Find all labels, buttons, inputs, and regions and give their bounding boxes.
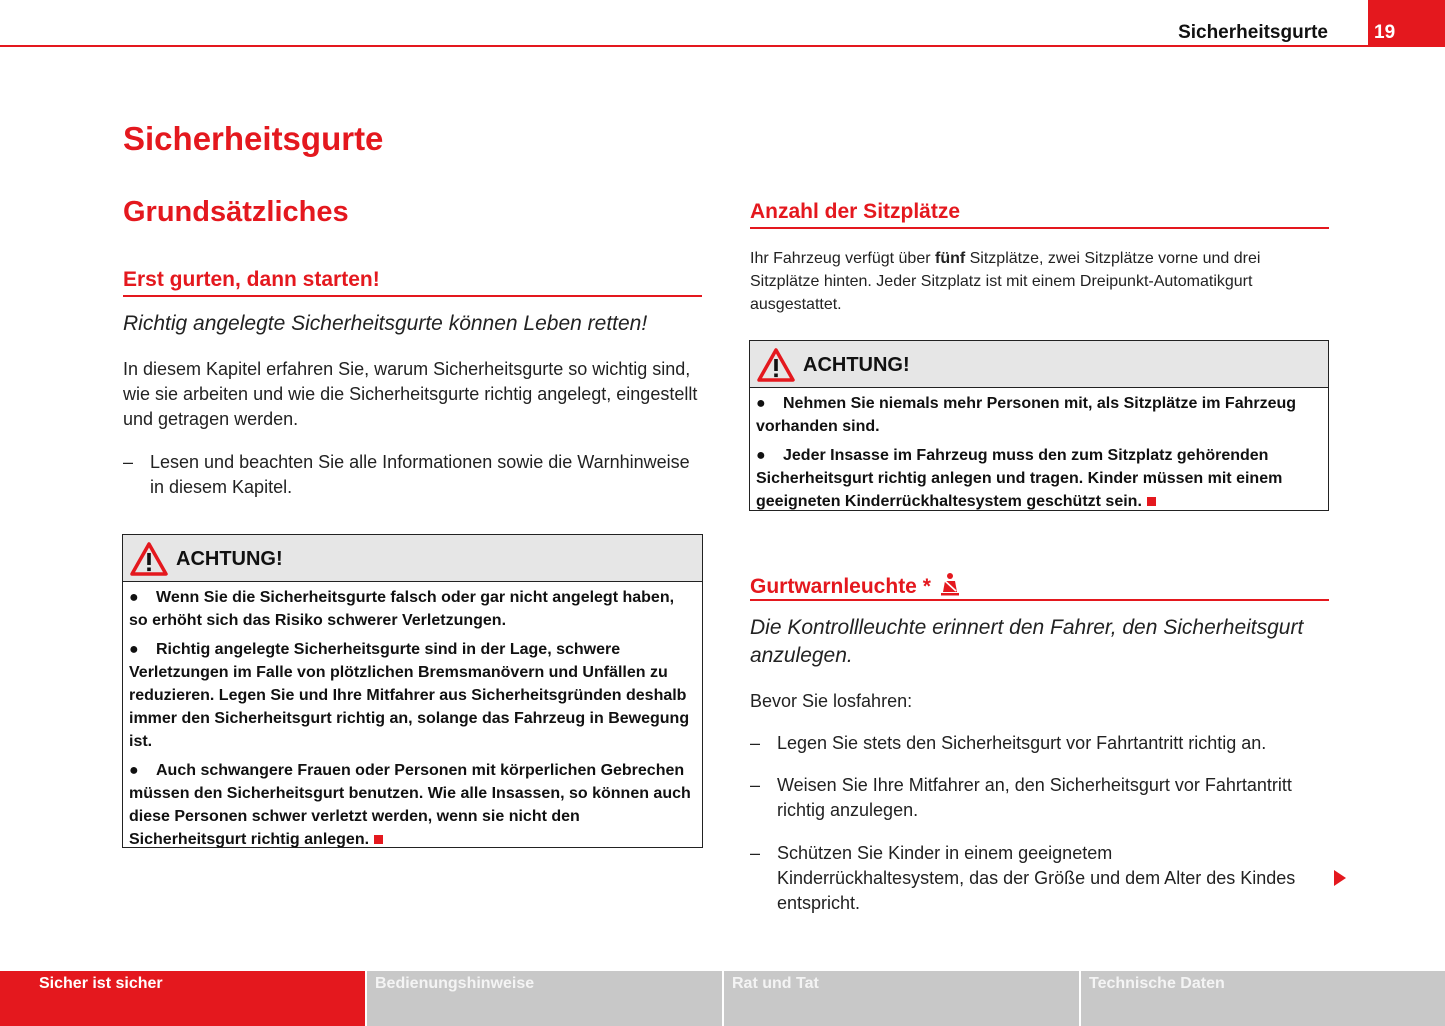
warning-item-text: Wenn Sie die Sicherheitsgurte falsch oder gar nicht angelegt haben, so erhöht sich das Risiko schwerer Verletzungen.	[129, 589, 675, 629]
dash-marker: –	[750, 843, 761, 863]
subsection-rule	[123, 295, 702, 297]
subsection-title-gurtwarnleuchte	[750, 572, 961, 599]
warning-triangle-icon	[129, 541, 169, 577]
before-driving: Bevor Sie losfahren:	[750, 691, 913, 711]
warning-header	[123, 535, 702, 582]
dash-marker: –	[750, 733, 761, 753]
warning-item	[756, 444, 1322, 513]
bullet-icon: ●	[756, 447, 766, 464]
left-intro: In diesem Kapitel erfahren Sie, warum Sicherheitsgurte so wichtig sind, wie sie arbeiten und wie die Sicherheitsgurte richtig angelegt, eingestellt und getragen werden.	[123, 359, 698, 429]
header-rule	[0, 45, 1368, 47]
subsection-rule	[750, 599, 1329, 601]
end-marker-icon	[374, 835, 383, 844]
warning-box-right	[749, 340, 1329, 511]
seatbelt-warning-icon	[939, 572, 961, 596]
warning-item	[129, 586, 696, 632]
belt-title-text: Gurtwarnleuchte *	[750, 575, 931, 598]
seats-text-post: Sitzplätze, zwei Sitzplätze vorne und drei Sitzplätze hinten. Jeder Sitzplatz ist mit einem Dreipunkt-Automatikgurt ausgestattet.	[750, 250, 1261, 313]
chapter-title: Sicherheitsgurte	[123, 120, 384, 157]
warning-title: ACHTUNG!	[803, 354, 910, 376]
left-instruction	[123, 450, 693, 500]
warning-body	[750, 388, 1328, 513]
left-instruction-text: Lesen und beachten Sie alle Informationen sowie die Warnhinweise in diesem Kapitel.	[150, 452, 690, 497]
step-item	[750, 841, 1298, 916]
warning-item	[756, 392, 1322, 438]
tab-rat-und-tat[interactable]: Rat und Tat	[724, 971, 1079, 1026]
dash-marker: –	[750, 775, 761, 795]
left-lead: Richtig angelegte Sicherheitsgurte können Leben retten!	[123, 312, 648, 335]
warning-body	[123, 582, 702, 851]
continue-arrow-icon[interactable]	[1333, 869, 1347, 887]
seats-text	[750, 247, 1330, 316]
bullet-icon: ●	[129, 762, 139, 779]
step-text: Weisen Sie Ihre Mitfahrer an, den Sicherheitsgurt vor Fahrtantritt richtig anzulegen.	[777, 775, 1292, 820]
subsection-title-gurten: Erst gurten, dann starten!	[123, 268, 380, 291]
warning-triangle-icon	[756, 347, 796, 383]
warning-item-text: Richtig angelegte Sicherheitsgurte sind in der Lage, schwere Verletzungen im Falle von plötzlichen Bremsmanövern und Unfällen zu reduzieren. Legen Sie und Ihre Mitfahrer aus Sicherheitsgründen deshalb immer den Sicherheitsgurt richtig an, solange das Fahrzeug in Bewegung ist.	[129, 641, 690, 750]
warning-box-left	[122, 534, 703, 848]
step-text: Legen Sie stets den Sicherheitsgurt vor Fahrtantritt richtig an.	[777, 733, 1267, 753]
step-text: Schützen Sie Kinder in einem geeignetem Kinderrückhaltesystem, das der Größe und dem Alter des Kindes entspricht.	[777, 843, 1296, 913]
warning-item-text: Jeder Insasse im Fahrzeug muss den zum Sitzplatz gehörenden Sicherheitsgurt richtig anlegen und tragen. Kinder müssen mit einem geeigneten Kinderrückhaltesystem geschützt sein.	[756, 447, 1283, 510]
end-marker-icon	[1147, 497, 1156, 506]
warning-header	[750, 341, 1328, 388]
warning-item	[129, 759, 696, 851]
tab-sicher-ist-sicher[interactable]: Sicher ist sicher	[0, 971, 365, 1026]
step-item	[750, 773, 1330, 823]
subsection-rule	[750, 227, 1329, 229]
tab-technische-daten[interactable]: Technische Daten	[1081, 971, 1445, 1026]
dash-marker: –	[123, 452, 134, 472]
subsection-title-sitzplaetze: Anzahl der Sitzplätze	[750, 200, 961, 223]
step-item	[750, 731, 1330, 756]
warning-title: ACHTUNG!	[176, 548, 283, 570]
bullet-icon: ●	[129, 589, 139, 606]
seats-text-bold: fünf	[934, 250, 966, 267]
belt-lead: Die Kontrollleuchte erinnert den Fahrer, den Sicherheitsgurt anzulegen.	[750, 616, 1304, 667]
section-title: Grundsätzliches	[123, 196, 349, 228]
warning-item	[129, 638, 696, 753]
header-section-title: Sicherheitsgurte	[1178, 22, 1328, 43]
warning-item-text: Auch schwangere Frauen oder Personen mit körperlichen Gebrechen müssen den Sicherheitsgurt benutzen. Wie alle Insassen, so können auch diese Personen schwer verletzt werden, wenn sie nicht den Sicherheitsgurt richtig anlegen.	[129, 762, 691, 848]
page-number: 19	[1368, 0, 1445, 47]
warning-item-text: Nehmen Sie niemals mehr Personen mit, als Sitzplätze im Fahrzeug vorhanden sind.	[756, 395, 1297, 435]
tab-bedienungshinweise[interactable]: Bedienungshinweise	[367, 971, 722, 1026]
seats-text-pre: Ihr Fahrzeug verfügt über	[750, 250, 935, 267]
bullet-icon: ●	[129, 641, 139, 658]
bullet-icon: ●	[756, 395, 766, 412]
